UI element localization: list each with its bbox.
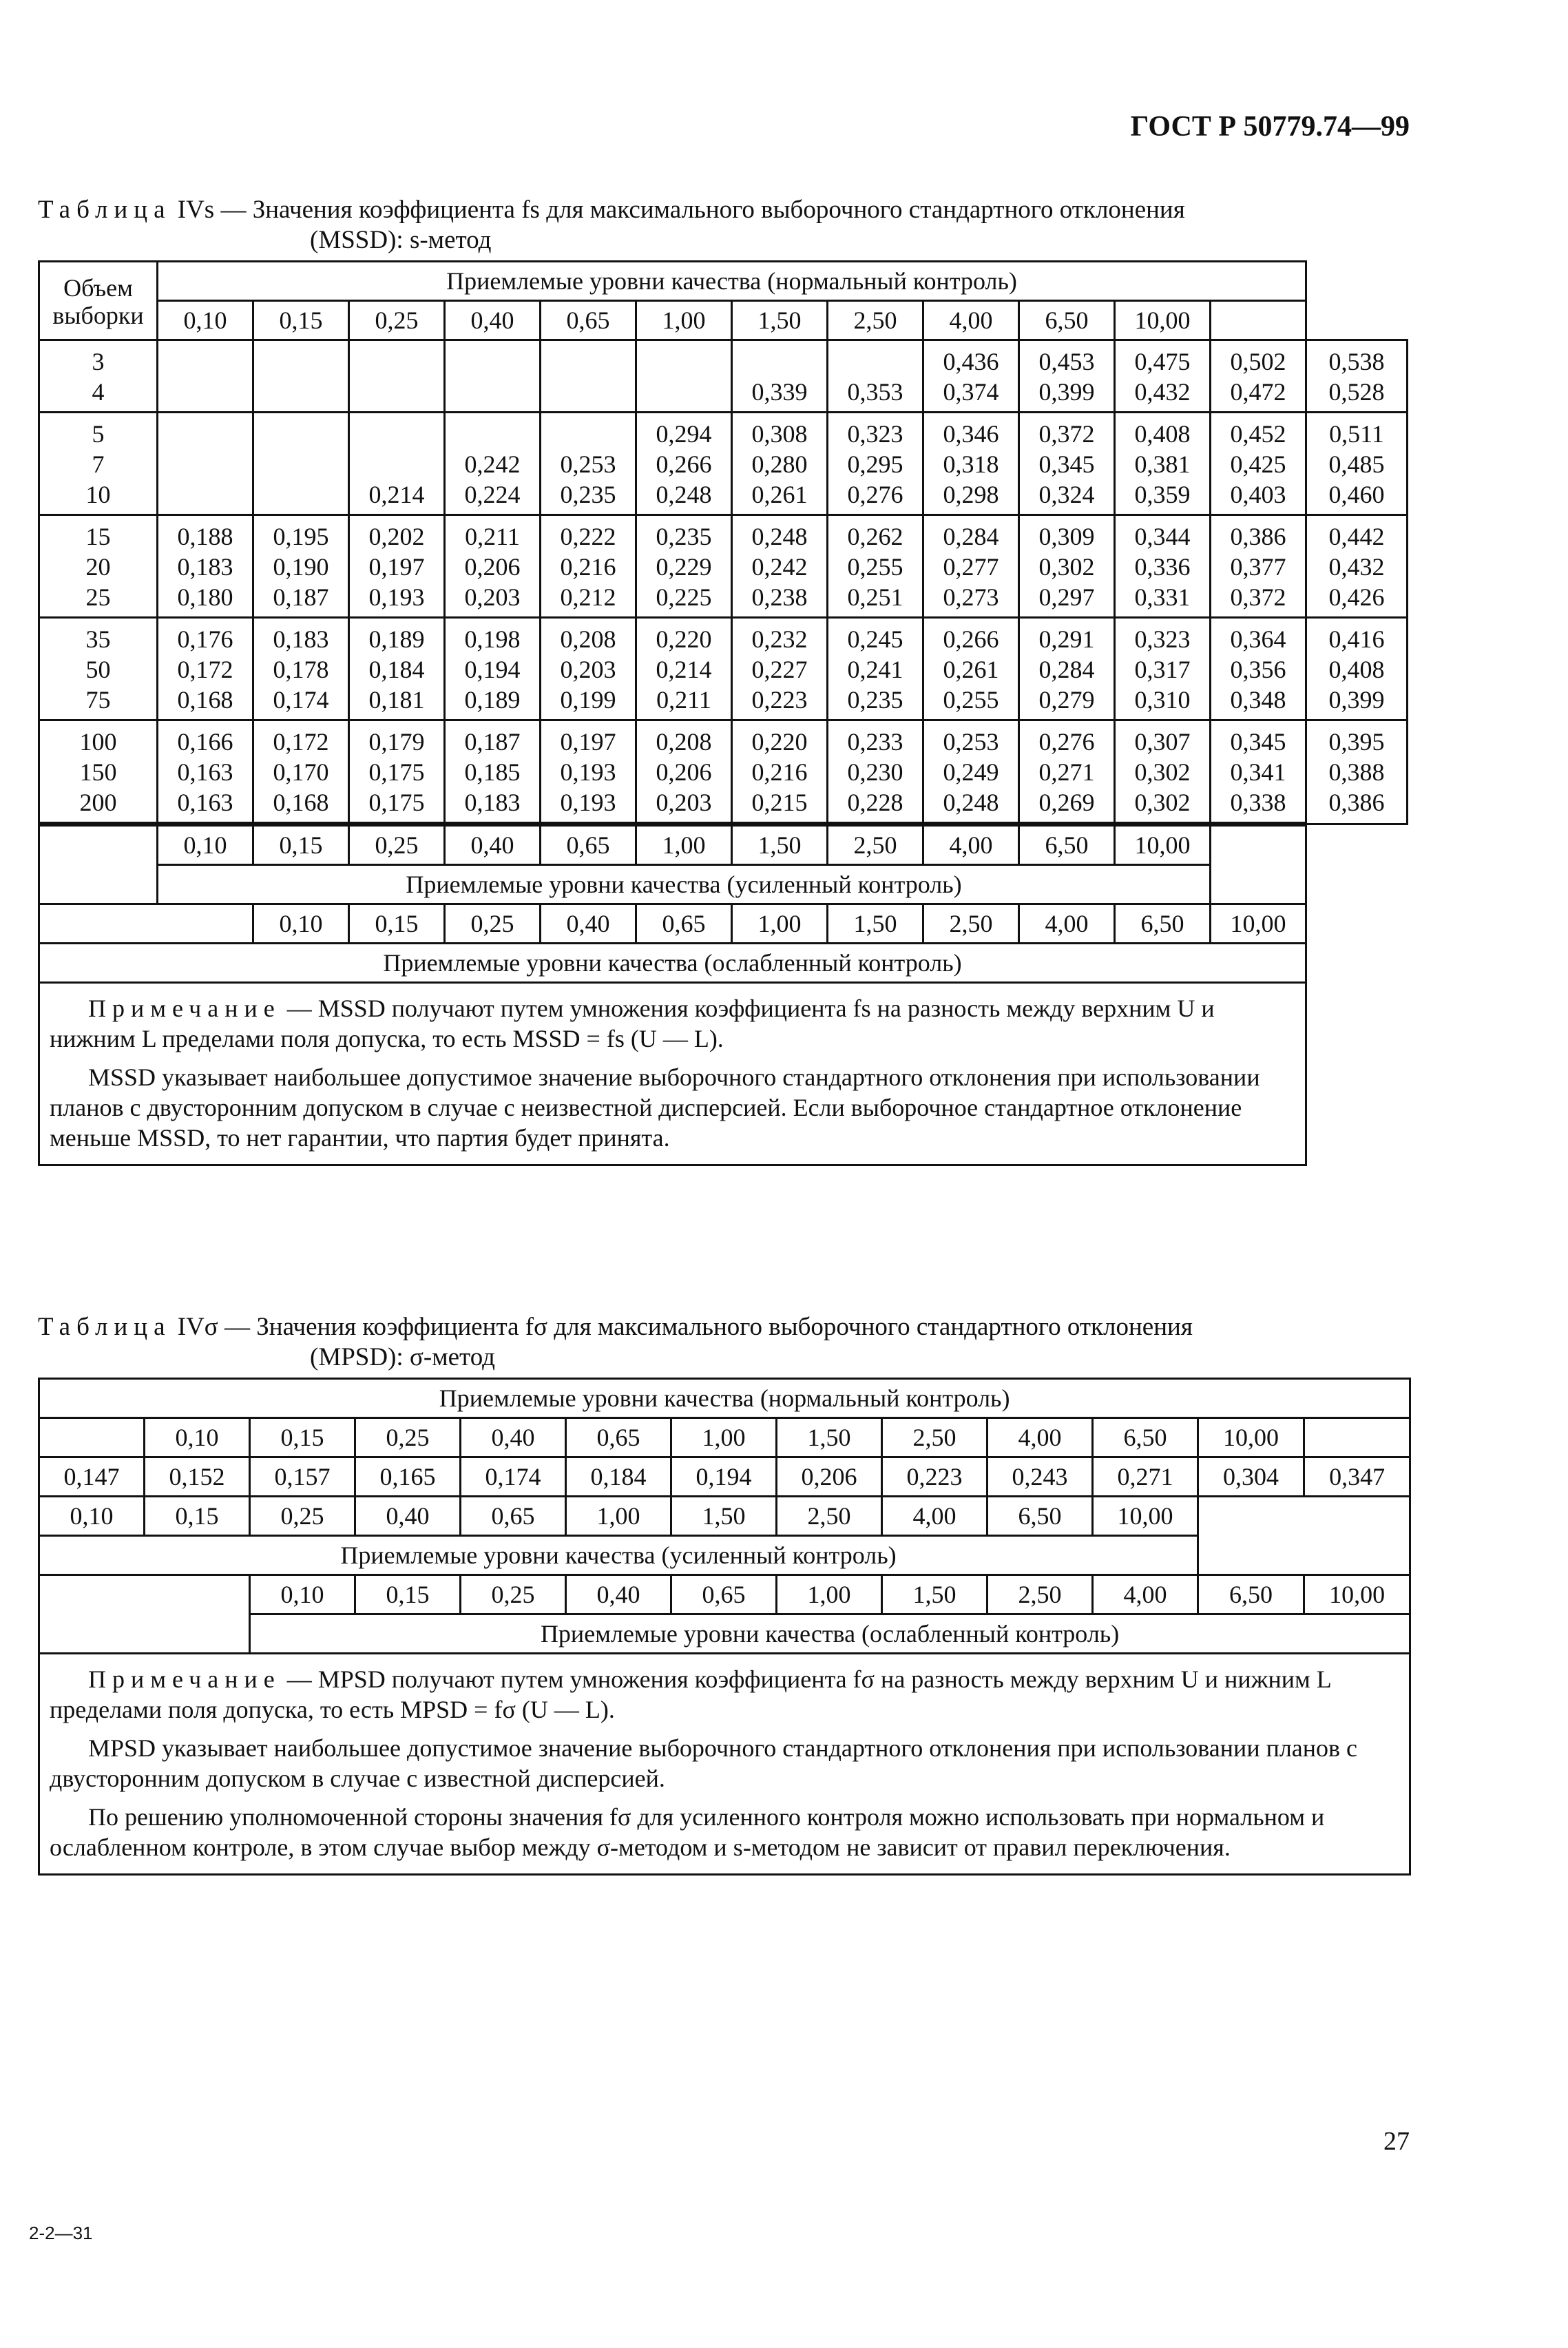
value-cell: 0,475 0,432: [1115, 340, 1211, 413]
table-row-group: [39, 720, 1408, 824]
note-word: Примечание: [88, 1665, 281, 1693]
tightened-aql-cell: 10,00: [1115, 824, 1211, 865]
value-cell: 0,347: [1304, 1457, 1410, 1497]
value-cell: 0,179 0,175 0,175: [349, 720, 445, 824]
aql-header-cell: 0,65: [566, 1418, 671, 1457]
table1-caption-word: Таблица: [38, 196, 171, 224]
reduced-aql-cell: 6,50: [1198, 1575, 1304, 1614]
value-cell: 0,339: [732, 340, 828, 413]
aql-header-cell: [1304, 1418, 1410, 1457]
value-cell: 0,220 0,216 0,215: [732, 720, 828, 824]
value-cell: 0,233 0,230 0,228: [828, 720, 923, 824]
value-cell: 0,174: [461, 1457, 566, 1497]
value-cell: 0,248 0,242 0,238: [732, 515, 828, 618]
value-cell: 0,222 0,216 0,212: [541, 515, 636, 618]
table-ivs: [38, 260, 1408, 1166]
aql-header-cell: 1,00: [636, 301, 732, 340]
value-cell: 0,208 0,206 0,203: [636, 720, 732, 824]
aql-header-cell: 1,00: [671, 1418, 777, 1457]
value-cell: 0,502 0,472: [1211, 340, 1306, 413]
value-cell: [445, 340, 541, 413]
page-number: 27: [1383, 2127, 1410, 2156]
value-cell: 0,291 0,284 0,279: [1019, 618, 1115, 720]
table-row-group: [39, 618, 1408, 720]
value-cell: 0,232 0,227 0,223: [732, 618, 828, 720]
value-cell: 0,165: [355, 1457, 461, 1497]
sample-size-cell: 5 7 10: [39, 413, 158, 515]
aql-header-cell: 1,50: [777, 1418, 882, 1457]
value-cell: 0,344 0,336 0,331: [1115, 515, 1211, 618]
reduced-aql-cell: 1,00: [777, 1575, 882, 1614]
aql-header-cell: 4,00: [923, 301, 1019, 340]
blank-cell: [39, 824, 158, 904]
value-cell: 0,284 0,277 0,273: [923, 515, 1019, 618]
reduced-aql-cell: 0,65: [671, 1575, 777, 1614]
aql-header-cell: 0,15: [253, 301, 349, 340]
value-cell: 0,195 0,190 0,187: [253, 515, 349, 618]
value-cell: 0,452 0,425 0,403: [1211, 413, 1306, 515]
aql-header-cell: 10,00: [1198, 1418, 1304, 1457]
value-cell: 0,189 0,184 0,181: [349, 618, 445, 720]
value-cell: 0,262 0,255 0,251: [828, 515, 923, 618]
value-cell: 0,538 0,528: [1306, 340, 1408, 413]
reduced-aql-cell: 2,50: [987, 1575, 1093, 1614]
document-header: ГОСТ Р 50779.74—99: [1130, 111, 1410, 143]
value-cell: 0,188 0,183 0,180: [158, 515, 253, 618]
tightened-aql-cell: 0,65: [461, 1497, 566, 1536]
note-paragraph-2: MPSD указывает наибольшее допустимое значение выборочного стандартного отклонения при использовании планов с двусторонним допуском в случае с известной дисперсией.: [50, 1734, 1358, 1792]
value-cell: 0,416 0,408 0,399: [1306, 618, 1408, 720]
table1-caption-text2: (MSSD): s-метод: [310, 226, 492, 254]
value-cell: 0,372 0,345 0,324: [1019, 413, 1115, 515]
reduced-aql-cell: 0,10: [250, 1575, 355, 1614]
value-cell: 0,442 0,432 0,426: [1306, 515, 1408, 618]
aql-header-cell: 0,10: [158, 301, 253, 340]
aql-header-cell: 2,50: [828, 301, 923, 340]
tightened-aql-cell: 0,15: [145, 1497, 250, 1536]
value-cell: [636, 340, 732, 413]
value-cell: 0,253 0,235: [541, 413, 636, 515]
print-code: 2-2—31: [29, 2223, 93, 2243]
value-cell: 0,157: [250, 1457, 355, 1497]
tightened-aql-cell: 10,00: [1093, 1497, 1198, 1536]
reduced-aql-cell: 0,65: [636, 904, 732, 944]
aql-header-cell: 6,50: [1093, 1418, 1198, 1457]
value-cell: 0,147: [39, 1457, 145, 1497]
tightened-label: Приемлемые уровни качества (усиленный контроль): [158, 865, 1211, 904]
value-cell: 0,220 0,214 0,211: [636, 618, 732, 720]
value-cell: 0,276 0,271 0,269: [1019, 720, 1115, 824]
sample-size-cell: 15 20 25: [39, 515, 158, 618]
aql-header-cell: [1211, 301, 1306, 340]
value-cell: 0,353: [828, 340, 923, 413]
value-cell: 0,208 0,203 0,199: [541, 618, 636, 720]
note-paragraph-2: MSSD указывает наибольшее допустимое значение выборочного стандартного отклонения при использовании планов с двусторонним допуском в случае с неизвестной дисперсией. Если выборочное стандартное отклонение меньше MSSD, то нет гарантии, что партия будет принята.: [50, 1063, 1260, 1152]
value-cell: 0,266 0,261 0,255: [923, 618, 1019, 720]
value-cell: 0,202 0,197 0,193: [349, 515, 445, 618]
value-cell: 0,198 0,194 0,189: [445, 618, 541, 720]
reduced-label: Приемлемые уровни качества (ослабленный контроль): [250, 1614, 1410, 1654]
value-cell: 0,364 0,356 0,348: [1211, 618, 1306, 720]
note-paragraph: [50, 993, 1295, 1054]
reduced-aql-cell: 0,40: [541, 904, 636, 944]
value-cell: 0,395 0,388 0,386: [1306, 720, 1408, 824]
value-cell: 0,307 0,302 0,302: [1115, 720, 1211, 824]
value-cell: 0,176 0,172 0,168: [158, 618, 253, 720]
blank-cell: [39, 904, 253, 944]
sample-size-header: Объем выборки: [39, 262, 158, 340]
tightened-aql-cell: 4,00: [882, 1497, 987, 1536]
value-cell: 0,346 0,318 0,298: [923, 413, 1019, 515]
value-cell: 0,436 0,374: [923, 340, 1019, 413]
sample-size-cell: 35 50 75: [39, 618, 158, 720]
value-cell: 0,223: [882, 1457, 987, 1497]
reduced-aql-cell: 0,15: [355, 1575, 461, 1614]
value-cell: 0,253 0,249 0,248: [923, 720, 1019, 824]
table-row-group: [39, 340, 1408, 413]
table2-caption: [38, 1312, 1415, 1373]
tightened-aql-cell: 0,65: [541, 824, 636, 865]
value-cell: 0,245 0,241 0,235: [828, 618, 923, 720]
value-cell: [253, 413, 349, 515]
value-cell: 0,345 0,341 0,338: [1211, 720, 1306, 824]
table1-caption-text: IVs — Значения коэффициента fs для максимального выборочного стандартного отклонения: [177, 196, 1185, 224]
value-cell: 0,323 0,317 0,310: [1115, 618, 1211, 720]
value-cell: 0,152: [145, 1457, 250, 1497]
aql-header-cell: 0,25: [349, 301, 445, 340]
reduced-aql-cell: 2,50: [923, 904, 1019, 944]
aql-header-cell: 0,15: [250, 1418, 355, 1457]
aql-header-cell: 4,00: [987, 1418, 1093, 1457]
table-ivsigma: [38, 1378, 1411, 1876]
note-text: — MSSD получают путем умножения коэффициента fs на разность между верхним U и нижним L пределами поля допуска, то есть MSSD = fs (U — L).: [50, 995, 1215, 1052]
value-cell: 0,214: [349, 413, 445, 515]
tightened-aql-cell: 4,00: [923, 824, 1019, 865]
table2-caption-text2: (MPSD): σ-метод: [310, 1343, 495, 1371]
value-cell: 0,453 0,399: [1019, 340, 1115, 413]
normal-inspection-header: Приемлемые уровни качества (нормальный контроль): [39, 1379, 1410, 1418]
value-cell: 0,323 0,295 0,276: [828, 413, 923, 515]
value-cell: 0,304: [1198, 1457, 1304, 1497]
reduced-aql-cell: 1,50: [882, 1575, 987, 1614]
tightened-aql-cell: 0,40: [445, 824, 541, 865]
value-cell: [541, 340, 636, 413]
value-cell: [158, 340, 253, 413]
aql-header-cell: 10,00: [1115, 301, 1211, 340]
value-cell: 0,197 0,193 0,193: [541, 720, 636, 824]
note-word: Примечание: [88, 995, 281, 1022]
tightened-aql-cell: 1,00: [566, 1497, 671, 1536]
value-cell: 0,309 0,302 0,297: [1019, 515, 1115, 618]
reduced-aql-cell: 4,00: [1019, 904, 1115, 944]
reduced-aql-cell: 6,50: [1115, 904, 1211, 944]
aql-header-cell: 0,40: [445, 301, 541, 340]
tightened-aql-cell: 6,50: [987, 1497, 1093, 1536]
value-cell: 0,187 0,185 0,183: [445, 720, 541, 824]
table1-caption: [38, 195, 1415, 256]
reduced-aql-cell: 4,00: [1093, 1575, 1198, 1614]
reduced-aql-cell: 1,50: [828, 904, 923, 944]
tightened-aql-cell: 1,00: [636, 824, 732, 865]
tightened-label: Приемлемые уровни качества (усиленный контроль): [39, 1536, 1198, 1575]
blank-cell: [1198, 1497, 1410, 1575]
aql-header-cell: 0,10: [145, 1418, 250, 1457]
aql-header-cell: 0,65: [541, 301, 636, 340]
note-paragraph: [50, 1664, 1399, 1725]
tightened-aql-cell: 0,25: [349, 824, 445, 865]
tightened-aql-cell: 0,25: [250, 1497, 355, 1536]
aql-header-cell: [39, 1418, 145, 1457]
table1-note: [39, 983, 1306, 1165]
table2-caption-text: IVσ — Значения коэффициента fσ для максимального выборочного стандартного отклонения: [177, 1313, 1193, 1341]
value-cell: 0,408 0,381 0,359: [1115, 413, 1211, 515]
reduced-aql-cell: 0,10: [253, 904, 349, 944]
aql-header-cell: 1,50: [732, 301, 828, 340]
tightened-aql-cell: 2,50: [828, 824, 923, 865]
reduced-aql-cell: 0,15: [349, 904, 445, 944]
blank-cell: [1211, 824, 1306, 904]
tightened-aql-cell: 1,50: [671, 1497, 777, 1536]
sample-size-cell: 3 4: [39, 340, 158, 413]
tightened-aql-cell: 0,10: [39, 1497, 145, 1536]
reduced-aql-cell: 10,00: [1211, 904, 1306, 944]
tightened-aql-cell: 1,50: [732, 824, 828, 865]
value-cell: 0,211 0,206 0,203: [445, 515, 541, 618]
table2-note: [39, 1654, 1410, 1875]
tightened-aql-cell: 0,10: [158, 824, 253, 865]
tightened-aql-cell: 6,50: [1019, 824, 1115, 865]
table-row-group: [39, 515, 1408, 618]
aql-header-cell: 6,50: [1019, 301, 1115, 340]
value-cell: 0,183 0,178 0,174: [253, 618, 349, 720]
value-cell: 0,308 0,280 0,261: [732, 413, 828, 515]
reduced-label: Приемлемые уровни качества (ослабленный контроль): [39, 944, 1306, 983]
value-cell: [158, 413, 253, 515]
reduced-aql-cell: 0,25: [445, 904, 541, 944]
value-cell: 0,242 0,224: [445, 413, 541, 515]
aql-header-cell: 2,50: [882, 1418, 987, 1457]
value-cell: 0,386 0,377 0,372: [1211, 515, 1306, 618]
reduced-aql-cell: 0,40: [566, 1575, 671, 1614]
value-cell: 0,172 0,170 0,168: [253, 720, 349, 824]
value-cell: 0,511 0,485 0,460: [1306, 413, 1408, 515]
value-cell: [349, 340, 445, 413]
tightened-aql-cell: 0,15: [253, 824, 349, 865]
value-cell: 0,206: [777, 1457, 882, 1497]
sample-size-cell: 100 150 200: [39, 720, 158, 824]
tightened-aql-cell: 2,50: [777, 1497, 882, 1536]
value-cell: 0,243: [987, 1457, 1093, 1497]
aql-header-cell: 0,40: [461, 1418, 566, 1457]
value-cell: 0,184: [566, 1457, 671, 1497]
tightened-aql-cell: 0,40: [355, 1497, 461, 1536]
table2-caption-word: Таблица: [38, 1313, 171, 1341]
normal-inspection-header: Приемлемые уровни качества (нормальный контроль): [158, 262, 1306, 301]
value-cell: 0,194: [671, 1457, 777, 1497]
table-row-group: [39, 413, 1408, 515]
blank-cell: [39, 1575, 250, 1654]
reduced-aql-cell: 0,25: [461, 1575, 566, 1614]
note-paragraph-3: По решению уполномоченной стороны значения fσ для усиленного контроля можно использовать при нормальном и ослабленном контроле, в этом случае выбор между σ-методом и s-методом не зависит от правил переключения.: [50, 1803, 1325, 1861]
reduced-aql-cell: 10,00: [1304, 1575, 1410, 1614]
value-cell: 0,294 0,266 0,248: [636, 413, 732, 515]
value-cell: 0,166 0,163 0,163: [158, 720, 253, 824]
value-cell: 0,271: [1093, 1457, 1198, 1497]
value-cell: [253, 340, 349, 413]
note-text: — MPSD получают путем умножения коэффициента fσ на разность между верхним U и нижним L пределами поля допуска, то есть MPSD = fσ (U — L).: [50, 1665, 1331, 1723]
reduced-aql-cell: 1,00: [732, 904, 828, 944]
value-cell: 0,235 0,229 0,225: [636, 515, 732, 618]
aql-header-cell: 0,25: [355, 1418, 461, 1457]
